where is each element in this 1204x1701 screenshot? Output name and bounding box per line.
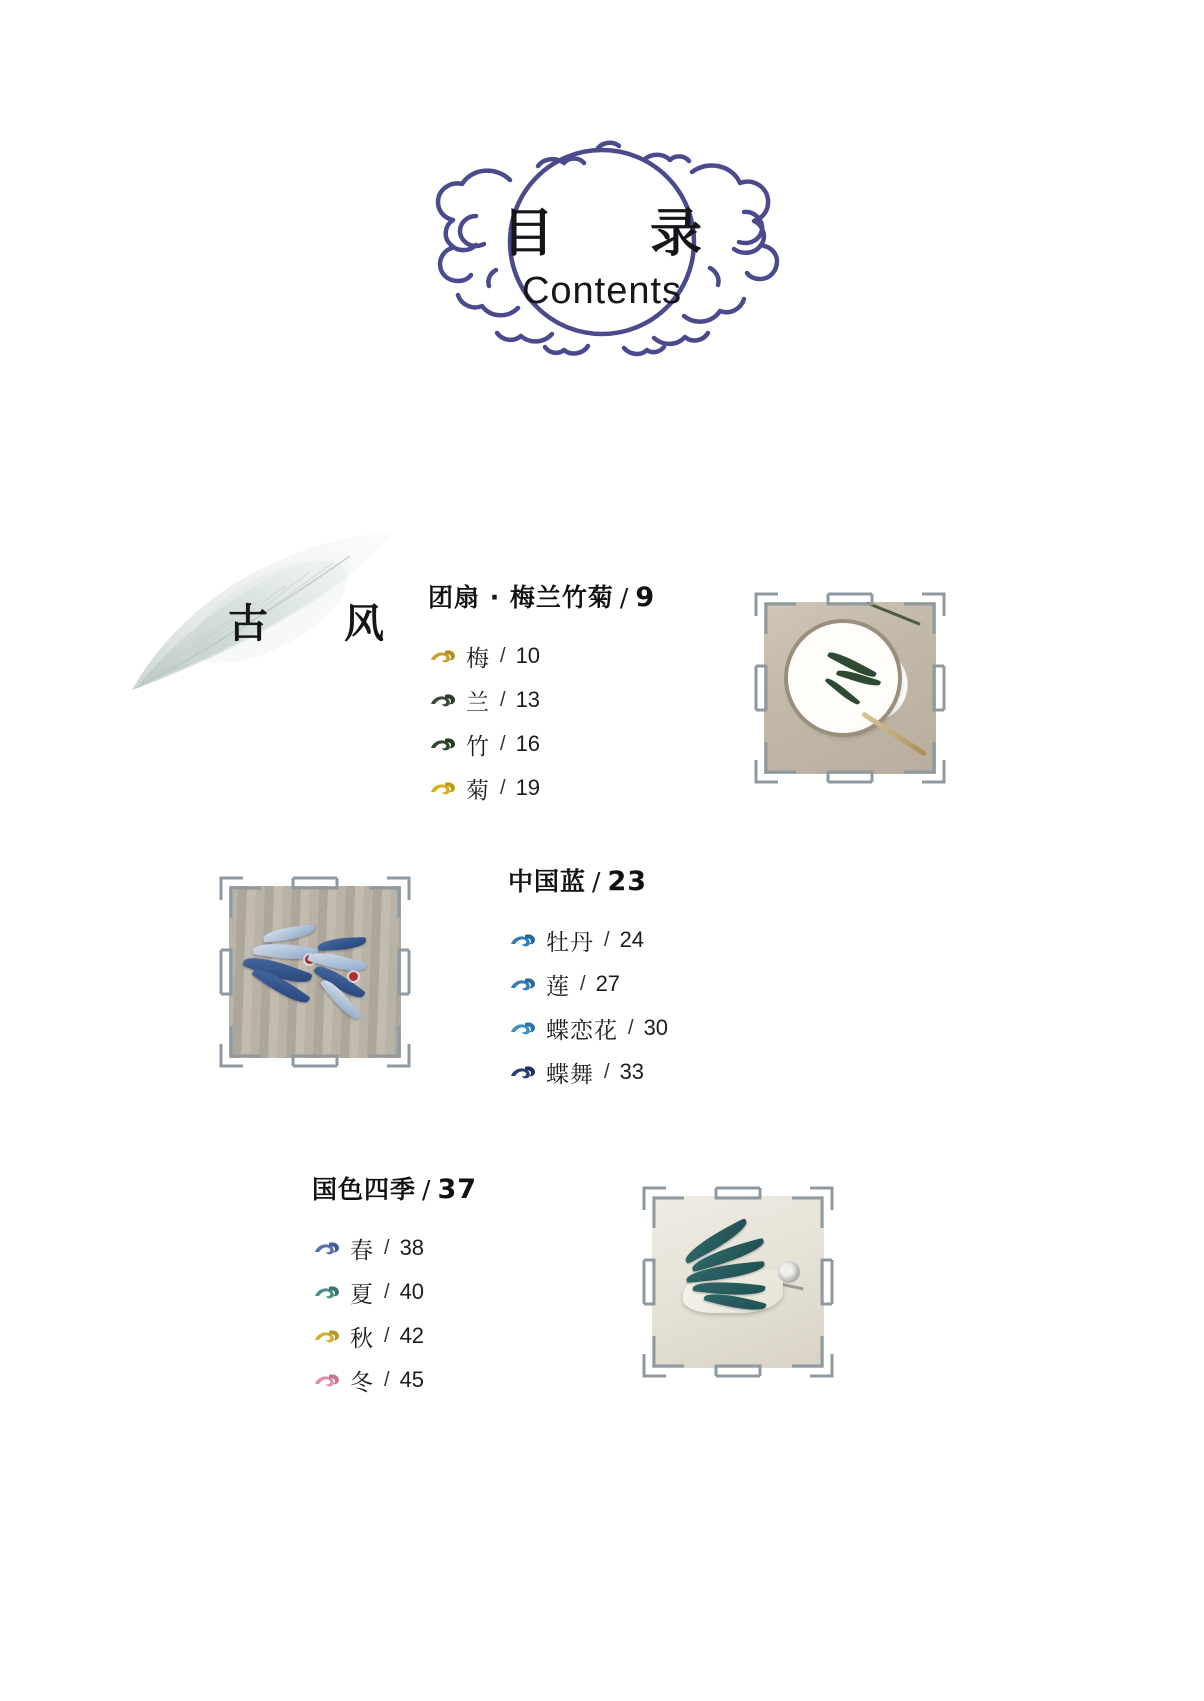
ribbon-bullet-icon	[508, 1062, 538, 1082]
ribbon-bullet-icon	[312, 1282, 342, 1302]
section-1	[428, 578, 655, 810]
ribbon-bullet-icon	[312, 1238, 342, 1258]
list-item[interactable]	[428, 634, 655, 678]
entry-page: 30	[643, 1015, 669, 1040]
entry-name: 梅	[466, 645, 490, 672]
list-item[interactable]	[508, 1006, 668, 1050]
section-3-entries	[312, 1226, 477, 1402]
section-3	[312, 1170, 477, 1402]
entry-name: 秋	[350, 1325, 374, 1352]
entry-separator: /	[384, 1280, 390, 1303]
list-item[interactable]	[312, 1314, 477, 1358]
entry-page: 27	[595, 971, 621, 996]
ornamental-frame-icon	[750, 588, 950, 788]
entry-page: 10	[515, 643, 541, 668]
entry-separator: /	[500, 732, 506, 755]
entry-name: 兰	[466, 689, 490, 716]
page-title-en: Contents	[521, 270, 683, 312]
entry-page: 13	[515, 687, 541, 712]
section-3-page: 37	[437, 1174, 478, 1205]
entry-page: 16	[515, 731, 541, 756]
list-item[interactable]	[428, 678, 655, 722]
category-label: 古 风	[228, 601, 402, 647]
entry-name: 牡丹	[546, 929, 594, 956]
entry-separator: /	[384, 1324, 390, 1347]
section-1-title	[428, 578, 655, 614]
entry-separator: /	[500, 644, 506, 667]
entry-name: 夏	[350, 1281, 374, 1308]
round-fan-photo	[750, 588, 950, 788]
list-item[interactable]	[428, 722, 655, 766]
section-1-entries	[428, 634, 655, 810]
entry-page: 19	[515, 775, 541, 800]
entry-name: 竹	[466, 733, 490, 760]
list-item[interactable]	[508, 918, 668, 962]
ornamental-frame-icon	[215, 872, 415, 1072]
ribbon-bullet-icon	[312, 1326, 342, 1346]
section-2-entries	[508, 918, 668, 1094]
entry-page: 40	[399, 1279, 425, 1304]
section-2-page: 23	[607, 866, 648, 897]
ribbon-bullet-icon	[508, 1018, 538, 1038]
ribbon-bullet-icon	[508, 930, 538, 950]
section-1-page: 9	[635, 582, 656, 613]
list-item[interactable]	[312, 1358, 477, 1402]
ornamental-frame-icon	[638, 1182, 838, 1382]
entry-separator: /	[580, 972, 586, 995]
ribbon-bullet-icon	[312, 1370, 342, 1390]
entry-separator: /	[628, 1016, 634, 1039]
section-2	[508, 862, 668, 1094]
section-1-title-text: 团扇 · 梅兰竹菊	[428, 583, 614, 612]
ribbon-bullet-icon	[428, 690, 458, 710]
entry-separator: /	[604, 1060, 610, 1083]
section-3-title-text: 国色四季	[312, 1175, 417, 1204]
section-2-title-text: 中国蓝	[508, 867, 587, 896]
list-item[interactable]	[312, 1226, 477, 1270]
entry-page: 38	[399, 1235, 425, 1260]
entry-page: 33	[619, 1059, 645, 1084]
list-item[interactable]	[508, 1050, 668, 1094]
entry-separator: /	[500, 776, 506, 799]
entry-name: 蝶舞	[546, 1061, 594, 1088]
ribbon-bullet-icon	[428, 734, 458, 754]
page-title: 目 录	[501, 204, 724, 264]
section-3-separator: /	[422, 1175, 432, 1204]
section-2-title	[508, 862, 668, 898]
entry-name: 莲	[546, 973, 570, 1000]
entry-page: 45	[399, 1367, 425, 1392]
entry-name: 蝶恋花	[546, 1017, 618, 1044]
ribbon-bullet-icon	[428, 646, 458, 666]
list-item[interactable]	[508, 962, 668, 1006]
teal-bird-hairpin-photo	[638, 1182, 838, 1382]
entry-page: 42	[399, 1323, 425, 1348]
blue-kanzashi-photo	[215, 872, 415, 1072]
entry-name: 春	[350, 1237, 374, 1264]
entry-separator: /	[604, 928, 610, 951]
list-item[interactable]	[428, 766, 655, 810]
entry-separator: /	[384, 1368, 390, 1391]
contents-header	[0, 120, 1204, 400]
section-1-separator: /	[619, 583, 630, 612]
entry-name: 冬	[350, 1369, 374, 1396]
section-2-separator: /	[592, 867, 602, 896]
ribbon-bullet-icon	[508, 974, 538, 994]
section-3-title	[312, 1170, 477, 1206]
entry-separator: /	[500, 688, 506, 711]
ribbon-bullet-icon	[428, 778, 458, 798]
list-item[interactable]	[312, 1270, 477, 1314]
entry-page: 24	[619, 927, 645, 952]
entry-separator: /	[384, 1236, 390, 1259]
entry-name: 菊	[466, 777, 490, 804]
